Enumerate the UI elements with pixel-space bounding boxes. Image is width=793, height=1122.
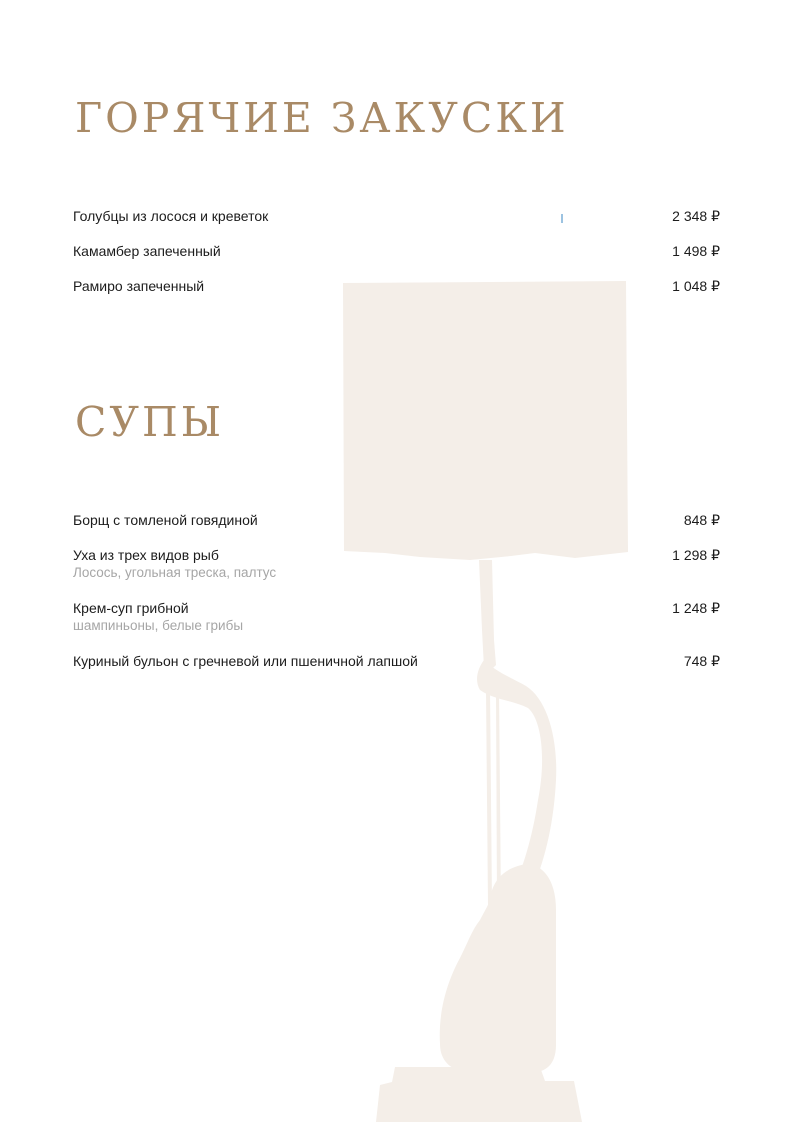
menu-item xyxy=(73,277,720,312)
section-title-soups: СУПЫ xyxy=(75,398,225,446)
item-price: 748 ₽ xyxy=(683,653,720,669)
item-name: Куриный бульон с гречневой или пшеничной лапшой xyxy=(73,653,418,669)
item-name: Камамбер запеченный xyxy=(73,243,221,259)
item-name: Борщ с томленой говядиной xyxy=(73,512,258,528)
item-price: 848 ₽ xyxy=(683,512,720,528)
menu-item xyxy=(73,207,720,242)
menu-list-hot-appetizers xyxy=(73,207,720,312)
section-title-hot-appetizers: ГОРЯЧИЕ ЗАКУСКИ xyxy=(75,94,569,142)
menu-item xyxy=(73,511,720,546)
item-name: Рамиро запеченный xyxy=(73,278,205,294)
menu-item xyxy=(73,599,720,652)
item-price: 1 298 ₽ xyxy=(672,547,720,563)
item-name: Голубцы из лосося и креветок xyxy=(73,208,269,224)
menu-item xyxy=(73,652,720,687)
item-name: Уха из трех видов рыб xyxy=(73,547,219,563)
menu-list-soups xyxy=(73,511,720,687)
item-price: 1 048 ₽ xyxy=(672,278,720,294)
item-price: 2 348 ₽ xyxy=(672,208,720,224)
item-price: 1 498 ₽ xyxy=(672,243,720,259)
item-description: шампиньоны, белые грибы xyxy=(73,618,244,633)
menu-item xyxy=(73,242,720,277)
item-name: Крем-суп грибной xyxy=(73,600,189,616)
item-description: Лосось, угольная треска, палтус xyxy=(73,565,277,580)
item-price: 1 248 ₽ xyxy=(672,600,720,616)
menu-item xyxy=(73,546,720,599)
